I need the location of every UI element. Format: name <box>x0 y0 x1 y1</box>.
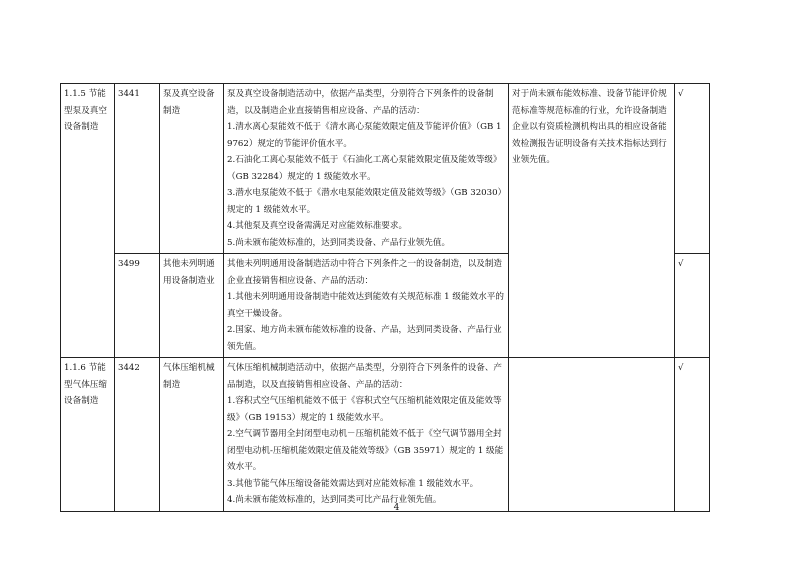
industry-code-cell: 3499 <box>115 254 160 358</box>
description-line: 5.尚未颁布能效标准的，达到同类设备、产品行业领先值。 <box>227 237 451 248</box>
category-cell: 1.1.6 节能型气体压缩设备制造 <box>61 358 115 512</box>
category-cell: 1.1.5 节能型泵及真空设备制造 <box>61 84 115 358</box>
description-line: 1.清水离心泵能效不低于《清水离心泵能效限定值及节能评价值》（GB 19762）规定的节能评价值水平。 <box>227 122 502 149</box>
description-line: 3.潜水电泵能效不低于《潜水电泵能效限定值及能效等级》（GB 32030）规定的 1 级能效水平。 <box>227 188 502 215</box>
description-line: 泵及真空设备制造活动中，依据产品类型，分别符合下列条件的设备制造，以及制造企业直接销售相应设备、产品的活动： <box>227 89 494 116</box>
description-line: 2.空气调节器用全封闭型电动机－压缩机能效不低于《空气调节器用全封闭型电动机-压缩机能效限定值及能效等级》（GB 35971）规定的 1 级能效水平。 <box>227 429 504 472</box>
page-number: 4 <box>393 503 400 513</box>
description-line: 2.国家、地方尚未颁布能效标准的设备、产品，达到同类设备、产品行业领先值。 <box>227 325 502 352</box>
industry-name-cell: 泵及真空设备制造 <box>160 84 224 254</box>
description-line: 1.其他未列明通用设备制造中能效达到能效有关规范标准 1 级能效水平的真空干燥设备。 <box>227 292 504 319</box>
checkmark: √ <box>675 254 710 358</box>
catalog-table <box>60 83 710 512</box>
note-cell <box>509 358 675 512</box>
table-row <box>61 358 710 512</box>
description-cell <box>224 254 509 358</box>
description-line: 3.其他节能气体压缩设备能效需达到对应能效标准 1 级能效水平。 <box>227 478 479 489</box>
industry-code-cell: 3442 <box>115 358 160 512</box>
note-cell: 对于尚未颁布能效标准、设备节能评价规范标准等规范标准的行业，允许设备制造企业以有资质检测机构出具的相应设备能效检测报告证明设备有关技术指标达到行业领先值。 <box>509 84 675 358</box>
description-line: 1.容积式空气压缩机能效不低于《容积式空气压缩机能效限定值及能效等级》（GB 19153）规定的 1 级能效水平。 <box>227 396 502 423</box>
checkmark: √ <box>675 84 710 254</box>
description-line: 2.石油化工离心泵能效不低于《石油化工离心泵能效限定值及能效等级》（GB 32284）规定的 1 级能效水平。 <box>227 155 502 182</box>
checkmark: √ <box>675 358 710 512</box>
industry-code-cell: 3441 <box>115 84 160 254</box>
description-line: 4.尚未颁布能效标准的，达到同类可比产品行业领先值。 <box>227 495 442 505</box>
description-cell <box>224 358 509 512</box>
description-line: 其他未列明通用设备制造活动中符合下列条件之一的设备制造，以及制造企业直接销售相应设备、产品的活动： <box>227 259 503 286</box>
industry-name-cell: 气体压缩机械制造 <box>160 358 224 512</box>
industry-name-cell: 其他未列明通用设备制造业 <box>160 254 224 358</box>
description-line: 气体压缩机械制造活动中，依据产品类型，分别符合下列条件的设备、产品制造，以及直接销售相应设备、产品的活动： <box>227 363 503 390</box>
table-row <box>61 84 710 254</box>
description-line: 4.其他泵及真空设备需满足对应能效标准要求。 <box>227 221 408 231</box>
description-cell <box>224 84 509 254</box>
